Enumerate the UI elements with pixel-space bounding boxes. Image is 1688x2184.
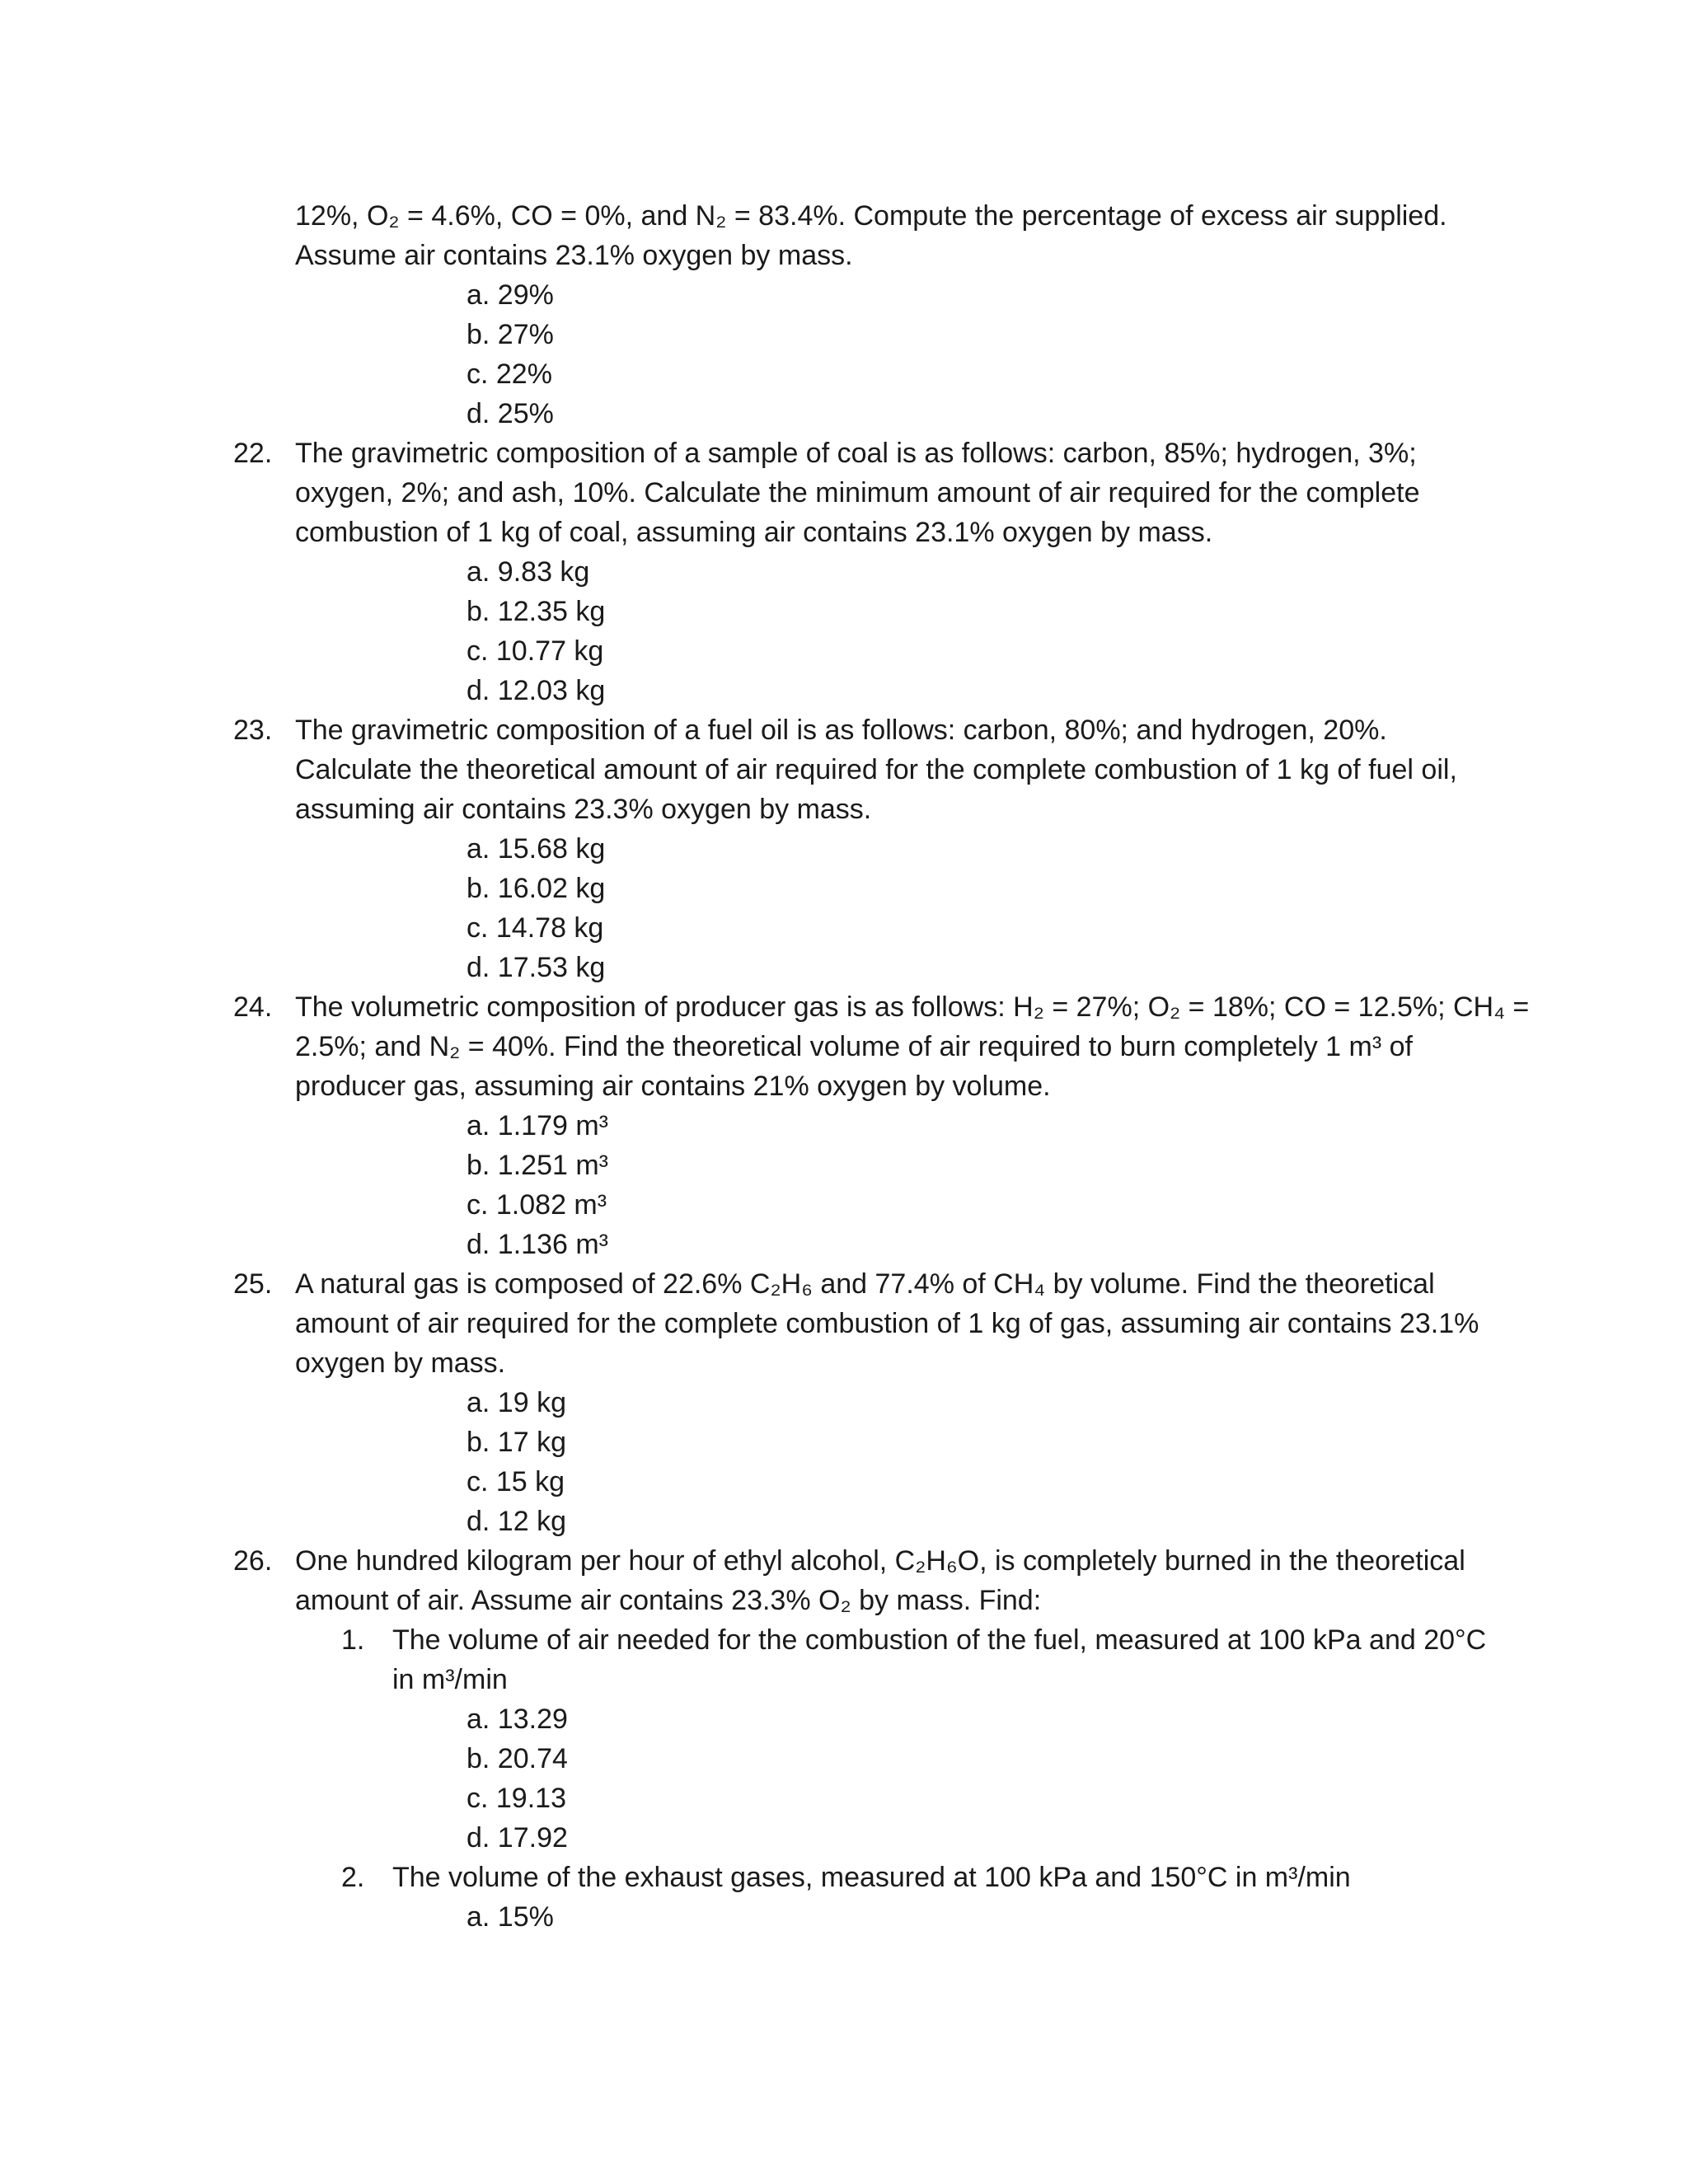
q25-stem-line-3: oxygen by mass. — [295, 1347, 506, 1379]
q26-number: 26. — [233, 1545, 273, 1577]
q24-option-b: b. 1.251 m³ — [467, 1150, 608, 1181]
q25-option-a: a. 19 kg — [467, 1387, 566, 1418]
q23-number: 23. — [233, 715, 273, 746]
q26-sub2-line-1: The volume of the exhaust gases, measured at 100 kPa and 150°C in m³/min — [392, 1862, 1351, 1893]
q26-sub2-number: 2. — [341, 1862, 365, 1893]
q21-stem-line-1: 12%, O₂ = 4.6%, CO = 0%, and N₂ = 83.4%. Compute the percentage of excess air supplied. — [295, 200, 1447, 232]
q24-stem-line-1: The volumetric composition of producer gas is as follows: H₂ = 27%; O₂ = 18%; CO = 12.5%; CH₄ = — [295, 991, 1530, 1023]
q21-stem-line-2: Assume air contains 23.1% oxygen by mass. — [295, 240, 853, 271]
q23-option-c: c. 14.78 kg — [467, 912, 604, 944]
q22-option-c: c. 10.77 kg — [467, 635, 604, 667]
q25-option-b: b. 17 kg — [467, 1427, 566, 1458]
q25-stem-line-1: A natural gas is composed of 22.6% C₂H₆ and 77.4% of CH₄ by volume. Find the theoretical — [295, 1268, 1435, 1300]
q26-sub1-option-a: a. 13.29 — [467, 1704, 568, 1735]
q26-sub1-line-2: in m³/min — [392, 1664, 508, 1695]
q23-option-d: d. 17.53 kg — [467, 952, 606, 983]
q21-option-d: d. 25% — [467, 398, 554, 429]
q23-stem-line-3: assuming air contains 23.3% oxygen by mass. — [295, 794, 872, 825]
q21-option-b: b. 27% — [467, 319, 554, 350]
q23-stem-line-1: The gravimetric composition of a fuel oil is as follows: carbon, 80%; and hydrogen, 20%. — [295, 715, 1387, 746]
q21-option-c: c. 22% — [467, 359, 552, 390]
q22-option-a: a. 9.83 kg — [467, 556, 590, 588]
q24-number: 24. — [233, 991, 273, 1023]
q24-option-d: d. 1.136 m³ — [467, 1229, 608, 1260]
q24-stem-line-2: 2.5%; and N₂ = 40%. Find the theoretical volume of air required to burn completely 1 m³ of — [295, 1031, 1413, 1062]
q22-stem-line-3: combustion of 1 kg of coal, assuming air contains 23.1% oxygen by mass. — [295, 517, 1213, 548]
q25-option-c: c. 15 kg — [467, 1466, 565, 1497]
q21-option-a: a. 29% — [467, 279, 554, 311]
q26-sub1-line-1: The volume of air needed for the combustion of the fuel, measured at 100 kPa and 20°C — [392, 1624, 1487, 1656]
q24-option-a: a. 1.179 m³ — [467, 1110, 608, 1141]
q22-option-b: b. 12.35 kg — [467, 596, 606, 627]
q25-stem-line-2: amount of air required for the complete combustion of 1 kg of gas, assuming air contains 23.1% — [295, 1308, 1479, 1339]
q26-stem-line-2: amount of air. Assume air contains 23.3% O₂ by mass. Find: — [295, 1585, 1042, 1616]
q25-number: 25. — [233, 1268, 273, 1300]
q26-sub1-option-b: b. 20.74 — [467, 1743, 568, 1774]
q22-number: 22. — [233, 438, 273, 469]
q23-stem-line-2: Calculate the theoretical amount of air required for the complete combustion of 1 kg of fuel oil, — [295, 754, 1457, 785]
q24-option-c: c. 1.082 m³ — [467, 1189, 607, 1221]
q23-option-a: a. 15.68 kg — [467, 833, 606, 865]
q26-sub1-option-d: d. 17.92 — [467, 1822, 568, 1854]
q26-sub1-number: 1. — [341, 1624, 365, 1656]
q22-stem-line-2: oxygen, 2%; and ash, 10%. Calculate the minimum amount of air required for the complete — [295, 477, 1420, 509]
q23-option-b: b. 16.02 kg — [467, 873, 606, 904]
q22-stem-line-1: The gravimetric composition of a sample of coal is as follows: carbon, 85%; hydrogen, 3%; — [295, 438, 1417, 469]
q22-option-d: d. 12.03 kg — [467, 675, 606, 706]
q24-stem-line-3: producer gas, assuming air contains 21% oxygen by volume. — [295, 1071, 1051, 1102]
q26-stem-line-1: One hundred kilogram per hour of ethyl alcohol, C₂H₆O, is completely burned in the theoretical — [295, 1545, 1465, 1577]
q26-sub2-option-a: a. 15% — [467, 1901, 554, 1933]
q25-option-d: d. 12 kg — [467, 1506, 566, 1537]
q26-sub1-option-c: c. 19.13 — [467, 1783, 566, 1814]
